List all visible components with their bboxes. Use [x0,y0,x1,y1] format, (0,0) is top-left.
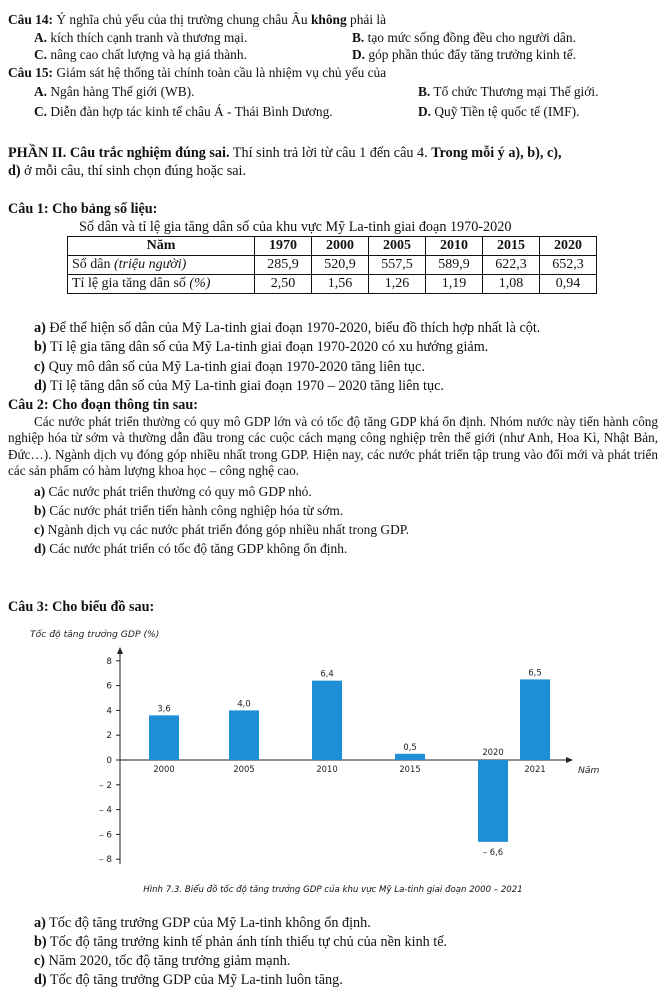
bar-2015 [395,754,425,760]
c1-statement-b [34,339,488,355]
bar-2000 [149,715,179,760]
bar-2021 [520,679,550,760]
row-label-text: Tỉ lệ gia tăng dân số [72,276,190,291]
statement-key: c) [34,359,46,375]
statement-text: Các nước phát triển tiến hành công nghiệp hóa từ sớm. [45,503,344,518]
row-label-unit: (triệu người) [114,257,187,272]
table-row [68,275,597,294]
table-cell: 0,94 [540,275,597,294]
statement-text: Tốc độ tăng trưởng GDP của Mỹ La-tinh không ổn định. [45,915,371,931]
y-tick-label: 8 [106,656,112,667]
c1-title [8,201,157,217]
statement-key: a) [34,320,46,336]
statement-key: b) [34,503,46,518]
table-header-cell [540,237,597,256]
x-tick-label-2020: 2020 [482,747,504,757]
q14-option-d [352,47,576,63]
value-label-2021: 6,5 [528,667,542,678]
table-header-cell [483,237,540,256]
statement-text: Tốc độ tăng trưởng GDP của Mỹ La-tinh luôn tăng. [46,972,343,988]
option-text: Diễn đàn hợp tác kinh tế châu Á - Thái Bình Dương. [47,104,333,119]
figure-caption: Hình 7.3. Biểu đồ tốc độ tăng trưởng GDP của khu vực Mỹ La-tinh giai đoạn 2000 – 2021 [143,885,523,895]
statement-key: b) [34,934,47,950]
statement-text: Để thể hiện số dân của Mỹ La-tinh giai đoạn 1970-2020, biểu đồ thích hợp nhất là cột. [45,320,541,336]
y-tick-label: – 8 [99,855,112,866]
c2-paragraph: Các nước phát triển thường có quy mô GDP lớn và có tốc độ tăng GDP khá ổn định. Nhóm nước này tiến hành công nghiệp hóa từ sớm và thường dẫn đầu trong các cuộc cách mạng công nghiệp trên thế giới (như Anh, Hoa Kì, Nhật Bản, Đức…). Ngành dịch vụ đóng góp nhiều nhất trong GDP. Hiện nay, các nước phát triển tập trung vào đổi mới và phát triển các sản phẩm có hàm lượng khoa học – công nghệ cao. [8,414,658,479]
c1-statement-a [34,320,540,336]
population-table [67,236,597,294]
bar-2020 [478,760,508,842]
part2-text: Thí sinh trả lời từ câu 1 đến câu 4. [229,145,432,161]
x-axis-arrow [566,757,573,763]
value-label-2015: 0,5 [403,741,417,752]
statement-key: d) [34,972,47,988]
table-cell: 1,56 [312,275,369,294]
statement-text: Tỉ lệ tăng dân số của Mỹ La-tinh giai đoạn 1970 – 2020 tăng liên tục. [46,378,444,394]
gdp-growth-chart [0,620,666,882]
c1-title-text: Câu 1: Cho bảng số liệu: [8,201,158,217]
statement-key: b) [34,339,47,355]
option-text: Ngân hàng Thế giới (WB). [47,84,195,99]
table-cell: 285,9 [255,256,312,275]
c3-title-text: Câu 3: Cho biểu đồ sau: [8,599,155,615]
part2-title: PHẦN II. Câu trắc nghiệm đúng sai. [8,145,230,161]
q14-option-a [34,30,247,46]
option-key: A. [34,84,48,99]
q14-stem [8,12,386,28]
q15-stem-text: Giám sát hệ thống tài chính toàn cầu là nhiệm vụ chủ yếu của [53,65,387,80]
q15-label: Câu 15: [8,65,54,80]
c2-statement-d [34,541,347,557]
part2-emph-d: d) [8,163,21,179]
option-text: Tổ chức Thương mại Thế giới. [430,84,599,99]
header-label: Năm [146,238,176,253]
year-label: 2010 [440,238,468,253]
option-text: Quỹ Tiền tệ quốc tế (IMF). [431,104,580,119]
q15-option-a [34,84,194,100]
x-tick-label-2005: 2005 [233,764,255,774]
option-key: B. [352,30,365,45]
c1-table-title: Số dân và tỉ lệ gia tăng dân số của khu vực Mỹ La-tinh giai đoạn 1970-2020 [79,219,512,235]
statement-text: Tỉ lệ gia tăng dân số của Mỹ La-tinh giai đoạn 1970-2020 có xu hướng giảm. [46,339,489,355]
c2-title [8,397,198,413]
year-label: 2020 [554,238,582,253]
row-label [68,275,255,294]
option-text: góp phần thúc đẩy tăng trưởng kinh tế. [365,47,577,62]
q14-stem-emph: không [310,12,347,27]
y-tick-label: 0 [106,756,112,766]
bar-2005 [229,710,259,760]
year-label: 2000 [326,238,354,253]
part2-emph: Trong mỗi ý a), b), c), [431,145,562,161]
statement-key: a) [34,484,46,499]
table-cell: 1,26 [369,275,426,294]
x-tick-label-2000: 2000 [153,764,175,774]
table-cell: 557,5 [369,256,426,275]
q15-option-b [418,84,598,100]
statement-key: d) [34,541,46,556]
option-key: C. [34,47,48,62]
option-text: nâng cao chất lượng và hạ giá thành. [47,47,247,62]
x-tick-label-2015: 2015 [399,764,421,774]
statement-key: c) [34,522,45,537]
q14-label: Câu 14: [8,12,54,27]
c3-title [8,599,154,615]
value-label-2000: 3,6 [157,703,171,714]
statement-text: Các nước phát triển có tốc độ tăng GDP không ổn định. [45,541,348,556]
q15-stem [8,65,386,81]
statement-text: Quy mô dân số của Mỹ La-tinh giai đoạn 1970-2020 tăng liên tục. [45,359,425,375]
table-header-cell [255,237,312,256]
statement-text: Ngành dịch vụ các nước phát triển đóng góp nhiều nhất trong GDP. [44,522,410,537]
row-label-unit: (%) [189,276,211,291]
option-key: D. [352,47,366,62]
table-cell: 622,3 [483,256,540,275]
q14-stem-text: Ý nghĩa chủ yếu của thị trường chung châu Âu [53,12,311,27]
x-tick-label-2010: 2010 [316,764,338,774]
q14-stem-end: phải là [346,12,387,27]
table-cell: 652,3 [540,256,597,275]
option-key: D. [418,104,432,119]
table-header-cell [426,237,483,256]
c1-statement-d [34,378,444,394]
table-cell: 2,50 [255,275,312,294]
y-axis-title: Tốc độ tăng trưởng GDP (%) [30,629,160,640]
year-label: 1970 [269,238,297,253]
table-header-row [68,237,597,256]
option-text: tạo mức sống đồng đều cho người dân. [364,30,576,45]
y-axis-arrow [117,647,123,654]
option-key: B. [418,84,431,99]
option-text: kích thích cạnh tranh và thương mại. [47,30,248,45]
y-tick-label: – 4 [99,805,112,816]
statement-key: a) [34,915,46,931]
x-tick-label-2021: 2021 [524,764,546,774]
y-tick-label: – 2 [99,780,112,791]
c2-statement-c [34,522,409,538]
option-key: A. [34,30,48,45]
option-key: C. [34,104,48,119]
table-cell: 520,9 [312,256,369,275]
year-label: 2015 [497,238,525,253]
row-label-text: Số dân [72,257,114,272]
table-cell: 589,9 [426,256,483,275]
value-label-2020: – 6,6 [482,846,504,857]
statement-key: d) [34,378,47,394]
statement-key: c) [34,953,46,969]
c2-statement-a [34,484,312,500]
table-header-cell [68,237,255,256]
part2-heading-cont [8,163,246,179]
part2-text-cont: ở mỗi câu, thí sinh chọn đúng hoặc sai. [20,163,247,179]
c1-statement-c [34,359,425,375]
table-header-cell [312,237,369,256]
x-axis-title: Năm [578,765,600,776]
c3-statement-b [34,934,447,950]
c3-statement-d [34,972,343,988]
q14-option-c [34,47,247,63]
statement-text: Năm 2020, tốc độ tăng trưởng giảm mạnh. [45,953,291,969]
c3-statement-a [34,915,371,931]
value-label-2005: 4,0 [237,698,251,709]
year-label: 2005 [383,238,411,253]
y-tick-label: 2 [106,731,112,742]
row-label [68,256,255,275]
value-label-2010: 6,4 [320,668,334,679]
q15-option-c [34,104,333,120]
c2-statement-b [34,503,343,519]
y-tick-label: – 6 [99,830,112,841]
table-row [68,256,597,275]
bar-2010 [312,681,342,760]
c3-statement-c [34,953,290,969]
c2-title-text: Câu 2: Cho đoạn thông tin sau: [8,397,199,413]
y-tick-label: 4 [106,706,112,717]
statement-text: Tốc độ tăng trưởng kinh tế phản ánh tính thiếu tự chủ của nền kinh tế. [46,934,448,950]
table-cell: 1,08 [483,275,540,294]
part2-heading [8,145,562,161]
table-cell: 1,19 [426,275,483,294]
q14-option-b [352,30,576,46]
statement-text: Các nước phát triển thường có quy mô GDP nhỏ. [45,484,312,499]
y-tick-label: 6 [106,681,112,692]
q15-option-d [418,104,579,120]
table-header-cell [369,237,426,256]
